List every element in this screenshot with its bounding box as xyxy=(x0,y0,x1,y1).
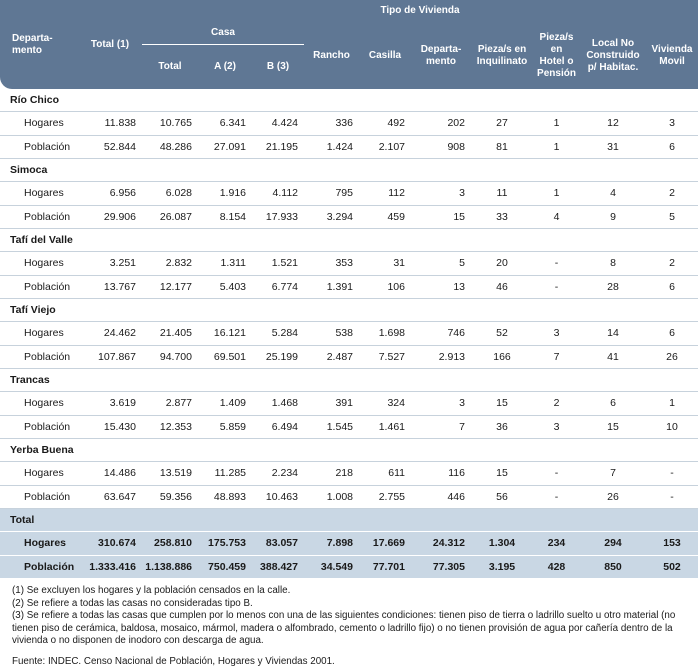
table-cell: 6 xyxy=(646,322,698,346)
section-title: Tafí Viejo xyxy=(0,299,698,322)
table-cell: 27.091 xyxy=(198,135,252,159)
row-label: Población xyxy=(0,485,78,509)
table-cell: 1 xyxy=(646,392,698,416)
table-cell: 353 xyxy=(304,252,359,276)
table-cell: - xyxy=(533,462,580,486)
table-cell: 459 xyxy=(359,205,411,229)
table-cell: 2.832 xyxy=(142,252,198,276)
table-cell: 7 xyxy=(533,345,580,369)
table-cell: 3.251 xyxy=(78,252,142,276)
table-cell: 3.195 xyxy=(471,555,533,579)
table-cell: 446 xyxy=(411,485,471,509)
table-cell: 8 xyxy=(580,252,646,276)
table-cell: 2.487 xyxy=(304,345,359,369)
col-casa-total: Total xyxy=(142,45,198,90)
table-cell: 10.765 xyxy=(142,112,198,136)
table-cell: - xyxy=(646,485,698,509)
row-label: Hogares xyxy=(0,462,78,486)
table-row xyxy=(0,135,698,159)
table-cell: 746 xyxy=(411,322,471,346)
table-cell: 3.619 xyxy=(78,392,142,416)
table-cell: 538 xyxy=(304,322,359,346)
table-cell: 26 xyxy=(580,485,646,509)
tipo-vivienda-title: Tipo de Vivienda xyxy=(380,5,460,16)
table-cell: 4.112 xyxy=(252,182,304,206)
table-cell: 391 xyxy=(304,392,359,416)
table-cell: 59.356 xyxy=(142,485,198,509)
table-cell: 388.427 xyxy=(252,555,304,579)
table-cell: 27 xyxy=(471,112,533,136)
section-row xyxy=(0,229,698,252)
col-casa: Casa xyxy=(142,22,304,45)
table-cell: 48.286 xyxy=(142,135,198,159)
table-row xyxy=(0,275,698,299)
row-label: Hogares xyxy=(0,112,78,136)
table-cell: 46 xyxy=(471,275,533,299)
footnote: (3) Se refiere a todas las casas que cumplen por lo menos con una de las siguientes condiciones: tienen piso de tierra o ladrillo suelto u otro material (no tienen piso de cerámica, baldosa, mosaico, mármol, madera o alfombrado, cemento o ladrillo fijo) o no tienen provisión de agua por cañería dentro de la vivienda o no disponen de inodoro con descarga de agua. xyxy=(12,610,676,647)
table-cell: 15 xyxy=(471,392,533,416)
table-cell: 33 xyxy=(471,205,533,229)
table-cell: 1.409 xyxy=(198,392,252,416)
table-row xyxy=(0,345,698,369)
table-cell: 34.549 xyxy=(304,555,359,579)
table-cell: 5.284 xyxy=(252,322,304,346)
table-cell: 3.294 xyxy=(304,205,359,229)
table-cell: 12.353 xyxy=(142,415,198,439)
table-cell: 1 xyxy=(533,182,580,206)
row-label: Población xyxy=(0,135,78,159)
table-cell: 6.028 xyxy=(142,182,198,206)
col-piezas-hotel: Pieza/s en Hotel o Pensión xyxy=(533,22,580,89)
table-cell: 2.877 xyxy=(142,392,198,416)
row-label: Hogares xyxy=(0,392,78,416)
table-cell: 750.459 xyxy=(198,555,252,579)
table-cell: 14 xyxy=(580,322,646,346)
row-label: Hogares xyxy=(0,252,78,276)
table-cell: 428 xyxy=(533,555,580,579)
row-label: Población xyxy=(0,275,78,299)
table-cell: 12.177 xyxy=(142,275,198,299)
table-cell: 3 xyxy=(533,322,580,346)
table-cell: 31 xyxy=(580,135,646,159)
table-cell: 1.333.416 xyxy=(78,555,142,579)
table-cell: 1.698 xyxy=(359,322,411,346)
table-cell: 4 xyxy=(533,205,580,229)
table-cell: 153 xyxy=(646,532,698,556)
table-cell: 3 xyxy=(411,182,471,206)
table-cell: 5 xyxy=(646,205,698,229)
col-piezas-inquilinato: Pieza/s en Inquilinato xyxy=(471,22,533,89)
table-cell: 15 xyxy=(580,415,646,439)
table-cell: 234 xyxy=(533,532,580,556)
col-vivienda-movil: Vivienda Movil xyxy=(646,22,698,89)
table-cell: 83.057 xyxy=(252,532,304,556)
table-cell: 52.844 xyxy=(78,135,142,159)
table-cell: 6.774 xyxy=(252,275,304,299)
col-rancho: Rancho xyxy=(304,22,359,89)
table-cell: - xyxy=(533,485,580,509)
table-cell: 1.008 xyxy=(304,485,359,509)
row-label: Población xyxy=(0,345,78,369)
table-cell: 17.669 xyxy=(359,532,411,556)
section-title: Tafí del Valle xyxy=(0,229,698,252)
table-cell: 12 xyxy=(580,112,646,136)
section-row xyxy=(0,369,698,392)
col-local-no-construido: Local No Construido p/ Habitac. xyxy=(580,22,646,89)
table-cell: 77.305 xyxy=(411,555,471,579)
table-cell: 56 xyxy=(471,485,533,509)
table-body xyxy=(0,89,698,579)
section-row xyxy=(0,439,698,462)
table-cell: 908 xyxy=(411,135,471,159)
table-cell: 24.312 xyxy=(411,532,471,556)
row-label: Población xyxy=(0,205,78,229)
table-cell: 3 xyxy=(533,415,580,439)
table-cell: 1.391 xyxy=(304,275,359,299)
table-row xyxy=(0,112,698,136)
section-row xyxy=(0,299,698,322)
table-cell: 21.195 xyxy=(252,135,304,159)
table-cell: 63.647 xyxy=(78,485,142,509)
row-label: Hogares xyxy=(0,532,78,556)
col-casilla: Casilla xyxy=(359,22,411,89)
table-cell: 7.898 xyxy=(304,532,359,556)
table-cell: 1 xyxy=(533,135,580,159)
table-cell: 29.906 xyxy=(78,205,142,229)
table-cell: 336 xyxy=(304,112,359,136)
table-cell: 24.462 xyxy=(78,322,142,346)
table-cell: 492 xyxy=(359,112,411,136)
table-cell: 14.486 xyxy=(78,462,142,486)
table-cell: 1.468 xyxy=(252,392,304,416)
table-cell: 26 xyxy=(646,345,698,369)
table-cell: 15 xyxy=(471,462,533,486)
table-cell: 48.893 xyxy=(198,485,252,509)
table-row xyxy=(0,205,698,229)
table-cell: 2.234 xyxy=(252,462,304,486)
col-departamento: Departa- mento xyxy=(0,0,78,89)
table-cell: 94.700 xyxy=(142,345,198,369)
table-cell: 6.956 xyxy=(78,182,142,206)
table-cell: 6.341 xyxy=(198,112,252,136)
table-cell: 1.138.886 xyxy=(142,555,198,579)
footnote: (1) Se excluyen los hogares y la población censados en la calle. xyxy=(12,585,291,596)
table-cell: 7 xyxy=(580,462,646,486)
source-note: Fuente: INDEC. Censo Nacional de Población, Hogares y Viviendas 2001. xyxy=(12,655,335,667)
table-cell: 31 xyxy=(359,252,411,276)
table-cell: 9 xyxy=(580,205,646,229)
table-cell: - xyxy=(533,275,580,299)
table-cell: 6 xyxy=(646,135,698,159)
table-cell: 1.424 xyxy=(304,135,359,159)
table-row xyxy=(0,485,698,509)
table-cell: 112 xyxy=(359,182,411,206)
table-cell: 2.107 xyxy=(359,135,411,159)
table-row xyxy=(0,462,698,486)
table-cell: 16.121 xyxy=(198,322,252,346)
section-title: Río Chico xyxy=(0,89,698,112)
table-cell: 36 xyxy=(471,415,533,439)
section-title: Trancas xyxy=(0,369,698,392)
table-cell: 3 xyxy=(411,392,471,416)
table-cell: 25.199 xyxy=(252,345,304,369)
table-cell: 20 xyxy=(471,252,533,276)
table-cell: 1.311 xyxy=(198,252,252,276)
table-cell: 28 xyxy=(580,275,646,299)
row-label: Población xyxy=(0,415,78,439)
table-cell: - xyxy=(533,252,580,276)
table-cell: 6 xyxy=(580,392,646,416)
table-cell: 2 xyxy=(646,182,698,206)
table-cell: 1 xyxy=(533,112,580,136)
row-label: Hogares xyxy=(0,322,78,346)
table-cell: 107.867 xyxy=(78,345,142,369)
table-cell: 21.405 xyxy=(142,322,198,346)
table-cell: 13.767 xyxy=(78,275,142,299)
table-cell: 17.933 xyxy=(252,205,304,229)
table-row xyxy=(0,392,698,416)
section-row xyxy=(0,159,698,182)
table-cell: 258.810 xyxy=(142,532,198,556)
section-row xyxy=(0,89,698,112)
table-cell: 10.463 xyxy=(252,485,304,509)
table-cell: 218 xyxy=(304,462,359,486)
footnotes xyxy=(0,579,698,669)
table-cell: 7 xyxy=(411,415,471,439)
table-cell: 6.494 xyxy=(252,415,304,439)
table-header xyxy=(0,0,698,89)
table-cell: 795 xyxy=(304,182,359,206)
table-cell: 1.916 xyxy=(198,182,252,206)
table-cell: 2.755 xyxy=(359,485,411,509)
section-title: Total xyxy=(0,509,698,532)
table-cell: 11.285 xyxy=(198,462,252,486)
table-cell: 2 xyxy=(533,392,580,416)
table-cell: 294 xyxy=(580,532,646,556)
table-cell: 81 xyxy=(471,135,533,159)
col-casa-b: B (3) xyxy=(252,45,304,90)
table-cell: 77.701 xyxy=(359,555,411,579)
section-title: Yerba Buena xyxy=(0,439,698,462)
table-cell: 1.521 xyxy=(252,252,304,276)
col-casa-a: A (2) xyxy=(198,45,252,90)
table-cell: 166 xyxy=(471,345,533,369)
table-cell: 41 xyxy=(580,345,646,369)
table-cell: 13 xyxy=(411,275,471,299)
table-cell: 4 xyxy=(580,182,646,206)
footnote: (2) Se refiere a todas las casas no consideradas tipo B. xyxy=(12,597,253,609)
table-cell: 13.519 xyxy=(142,462,198,486)
table-cell: 11 xyxy=(471,182,533,206)
table-cell: 2.913 xyxy=(411,345,471,369)
table-row xyxy=(0,252,698,276)
table-cell: 1.461 xyxy=(359,415,411,439)
table-cell: 850 xyxy=(580,555,646,579)
col-departamento-vivienda: Departa- mento xyxy=(411,22,471,89)
table-cell: 1.545 xyxy=(304,415,359,439)
table-cell: 310.674 xyxy=(78,532,142,556)
table-cell: 10 xyxy=(646,415,698,439)
table-cell: 52 xyxy=(471,322,533,346)
table-row xyxy=(0,322,698,346)
table-cell: 6 xyxy=(646,275,698,299)
table-cell: 324 xyxy=(359,392,411,416)
table-cell: 69.501 xyxy=(198,345,252,369)
col-total: Total (1) xyxy=(78,0,142,89)
table-cell: 15 xyxy=(411,205,471,229)
col-tipo-vivienda xyxy=(142,0,698,22)
section-title: Simoca xyxy=(0,159,698,182)
row-label: Población xyxy=(0,555,78,579)
table-cell: 4.424 xyxy=(252,112,304,136)
table-cell: 7.527 xyxy=(359,345,411,369)
table-cell: - xyxy=(646,462,698,486)
table-row xyxy=(0,415,698,439)
table-cell: 5 xyxy=(411,252,471,276)
table-row xyxy=(0,532,698,556)
table-cell: 502 xyxy=(646,555,698,579)
table-row xyxy=(0,182,698,206)
table-cell: 106 xyxy=(359,275,411,299)
table-cell: 5.403 xyxy=(198,275,252,299)
section-row xyxy=(0,509,698,532)
table-cell: 116 xyxy=(411,462,471,486)
table-cell: 26.087 xyxy=(142,205,198,229)
row-label: Hogares xyxy=(0,182,78,206)
table-cell: 175.753 xyxy=(198,532,252,556)
table-cell: 5.859 xyxy=(198,415,252,439)
table-cell: 3 xyxy=(646,112,698,136)
table-cell: 1.304 xyxy=(471,532,533,556)
table-cell: 2 xyxy=(646,252,698,276)
table-cell: 611 xyxy=(359,462,411,486)
table-cell: 202 xyxy=(411,112,471,136)
table-cell: 15.430 xyxy=(78,415,142,439)
table-cell: 11.838 xyxy=(78,112,142,136)
table-row xyxy=(0,555,698,579)
table-cell: 8.154 xyxy=(198,205,252,229)
